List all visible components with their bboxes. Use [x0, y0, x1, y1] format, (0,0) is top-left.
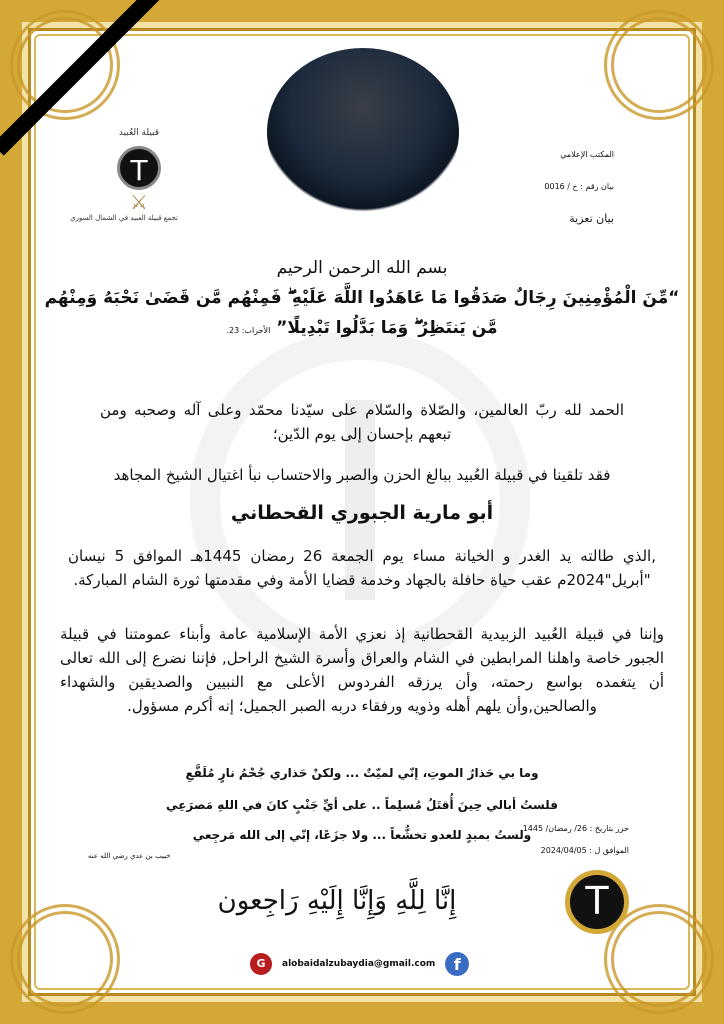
gregorian-date: الموافق ل : 2024/04/05 [540, 846, 629, 855]
facebook-icon[interactable]: f [445, 952, 469, 976]
deceased-name: أبو مارية الجبوري القحطاني [230, 502, 494, 524]
condolence-paragraph: وإننا في قبيلة العُبيد الزبيدية القحطانية إذ نعزي الأمة الإسلامية عامة وأبناء عمومتنا في قبيلة الجبور خاصة واهلنا المرابطين في الشام والعراق وأسرة الشيخ الراحل, فإننا نضرع إلى الله تعالى أن يتغمده بواسع رحمته، وأن يرزقه الفردوس الأعلى مع النبيين والصديقين والشهداء والصالحين,وأن يلهم أهله وذويه ورفقاء دربه الصبر الجميل؛ إنه أكرم مسؤول. [60, 625, 664, 715]
poem-line-2: فلستُ أبالي حِينَ أُقتَلُ مُسلِماً .. على أيِّ جَنْبٍ كانَ في اللهِ مَصرَعِي [166, 798, 558, 812]
statement-type: بيان تعزية [569, 212, 614, 225]
verse-line-2 [50, 318, 674, 338]
praise-paragraph: الحمد لله ربّ العالمين، والصّلاة والسّلام على سيّدنا محمّد وعلى آله وصحبه ومن تبعهم بإحسان إلى يوم الدّين؛ [100, 401, 624, 443]
crossed-swords-icon: ⚔ [130, 190, 148, 214]
poem-line-3: ولستُ بمبدٍ للعدو تخشُّعاً ... ولا جزَعًا، إنّي إلى الله مَرجِعي [192, 828, 532, 842]
statement-number: بيان رقم : خ / 0016 [544, 182, 614, 191]
ornament-top-right [604, 10, 714, 120]
tribe-symbol-icon: T [117, 146, 161, 190]
closing-phrase: إِنَّا لِلَّهِ وَإِنَّا إِلَيْهِ رَاجِعون [217, 886, 457, 916]
poem-line-1: وما بي حَذارُ الموتِ، إنّي لميّتٌ ... ولكنْ حَذاري جُحْمُ نارٍ مُلَفَّعِ [185, 766, 539, 780]
verse-reference: الأحزاب: 23. [226, 326, 271, 335]
deceased-photo [267, 48, 459, 216]
hijri-date: حرر بتاريخ : 26/ رمضان/ 1445 [522, 824, 629, 833]
gmail-icon[interactable]: G [250, 953, 272, 975]
poem-attribution: خبيب بن عدي رضي الله عنه [88, 852, 171, 860]
contact-bar [250, 952, 469, 976]
office-label: المكتب الإعلامي [560, 150, 614, 159]
bismillah: بسم الله الرحمن الرحيم [276, 258, 448, 278]
ornament-top-left [10, 10, 120, 120]
logo-bottom-text: تجمع قبيلة العبيد في الشمال السوري [70, 214, 178, 222]
email-link[interactable]: alobaidalzubaydia@gmail.com [282, 959, 436, 969]
tribe-logo [70, 128, 178, 228]
verse-text: مَّن يَنتَظِرُ ۖ وَمَا بَدَّلُوا تَبْدِيلًا” [276, 318, 498, 338]
logo-top-text: قبيلة العُبيد [118, 128, 160, 138]
details-paragraph: ,الذي طالته يد الغدر و الخيانة مساء يوم الجمعة 26 رمضان 1445هـ الموافق 5 نيسان "أبريل"2024م عقب حياة حافلة بالجهاد وخدمة قضايا الأمة وفي مقدمتها ثورة الشام المباركة. [68, 547, 656, 589]
verse-line-1: “مِّنَ الْمُؤْمِنِينَ رِجَالٌ صَدَقُوا مَا عَاهَدُوا اللَّهَ عَلَيْهِ ۖ فَمِنْهُم مَّن قَضَىٰ نَحْبَهُ وَمِنْهُم [44, 288, 680, 308]
announcement-paragraph: فقد تلقينا في قبيلة العُبيد ببالغ الحزن والصبر والاحتساب نبأ اغتيال الشيخ المجاهد [113, 466, 611, 484]
ornament-bottom-left [10, 904, 120, 1014]
tribe-seal-icon: T [565, 870, 629, 934]
